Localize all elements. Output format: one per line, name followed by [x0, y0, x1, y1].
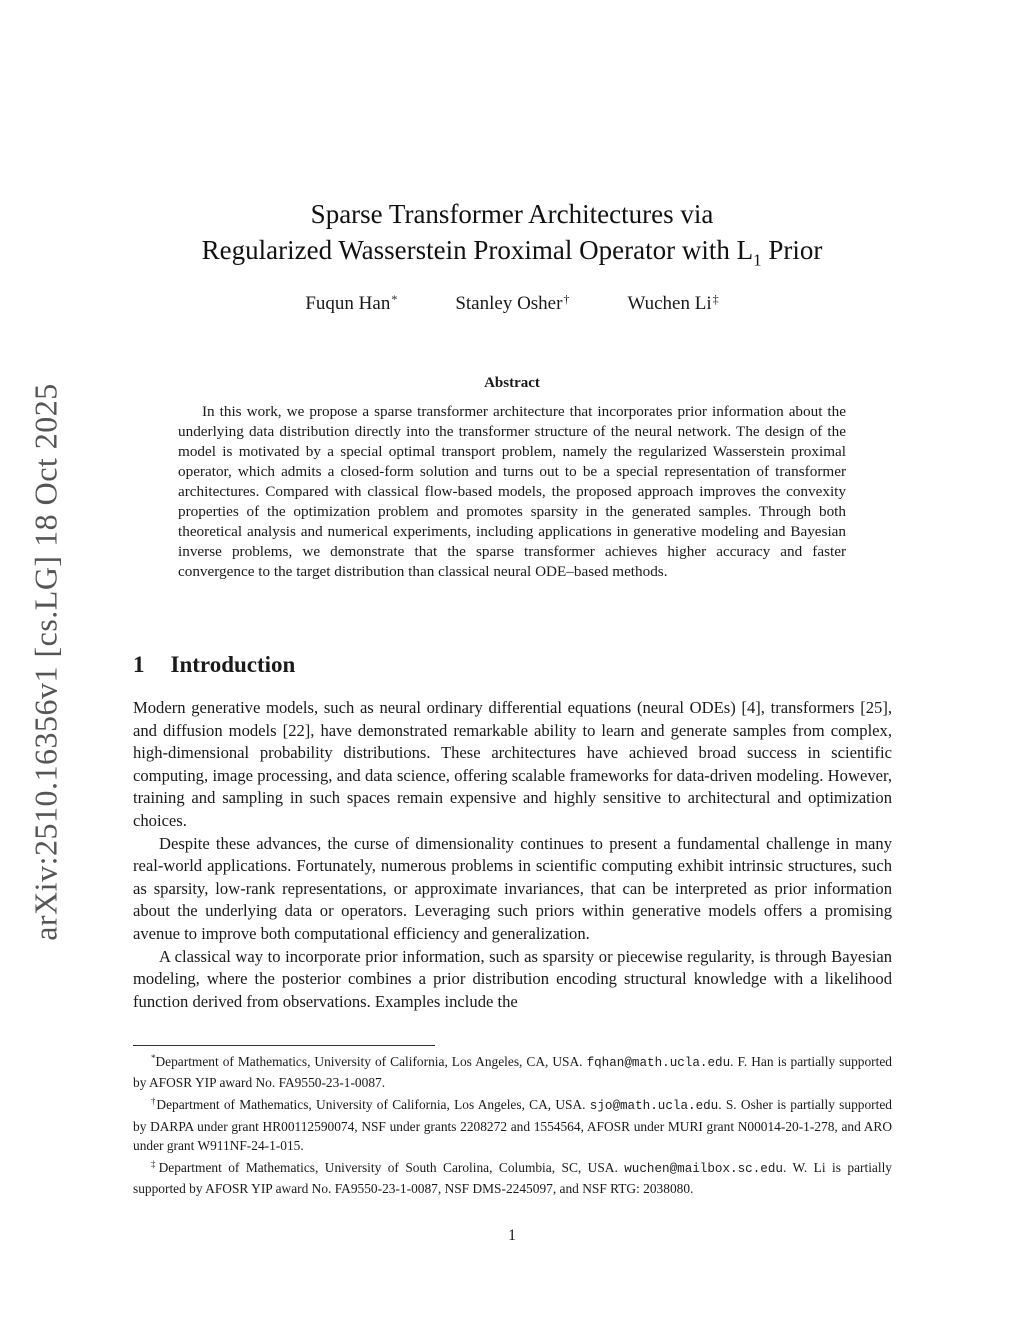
author-mark: ‡	[712, 292, 719, 306]
body-paragraph: Modern generative models, such as neural ordinary differential equations (neural ODEs) [4], transformers [25], and diffusion models [22], have demonstrated remarkable ability to learn and generate samples from complex, high-dimensional probability distributions. These architectures have achieved broad success in scientific computing, image processing, and data science, offering scalable frameworks for data-driven modeling. However, training and sampling in such spaces remain expensive and highly sensitive to architectural and optimization choices.	[133, 698, 892, 830]
footnotes	[133, 1049, 892, 1198]
author-name: Wuchen Li	[627, 293, 712, 314]
footnote-text: . W. Li is partially supported by AFOSR YIP award No. FA9550-23-1-0087, NSF DMS-2245097, and NSF RTG: 2038080.	[133, 1160, 893, 1197]
author	[305, 292, 397, 315]
author-mark: *	[391, 292, 398, 306]
title-line-2	[120, 232, 904, 278]
footnote	[133, 1155, 892, 1198]
footnote	[133, 1049, 892, 1092]
section-heading	[133, 652, 295, 678]
body-paragraph: Despite these advances, the curse of dimensionality continues to present a fundamental challenge in many real-world applications. Fortunately, numerous problems in scientific computing exhibit intrinsic structures, such as sparsity, low-rank representations, or approximate invariances, that can be interpreted as prior information about the underlying data or operators. Leveraging such priors within generative models offers a promising avenue to improve both computational efficiency and generalization.	[133, 833, 892, 943]
footnote-rule	[133, 1045, 435, 1046]
footnote-mark: *	[151, 1053, 156, 1063]
paper-title	[120, 196, 904, 278]
section-body	[133, 697, 892, 1013]
author-list	[200, 292, 824, 315]
author-name: Fuqun Han	[305, 293, 391, 314]
title-subscript: 1	[753, 250, 762, 270]
abstract-text: In this work, we propose a sparse transformer architecture that incorporates prior information about the underlying data distribution directly into the transformer structure of the neural network. The design of the model is motivated by a special optimal transport problem, namely the regularized Wasserstein proximal operator, which admits a closed-form solution and turns out to be a special representation of transformer architectures. Compared with classical flow-based models, the proposed approach improves the convexity properties of the optimization problem and promotes sparsity in the generated samples. Through both theoretical analysis and numerical experiments, including applications in generative modeling and Bayesian inverse problems, we demonstrate that the sparse transformer achieves higher accuracy and faster convergence to the target distribution than classical neural ODE–based methods.	[178, 403, 846, 580]
author	[455, 292, 569, 315]
footnote-mark: †	[151, 1096, 157, 1107]
author-name: Stanley Osher	[455, 293, 563, 314]
footnote-text: . F. Han is partially supported by AFOSR YIP award No. FA9550-23-1-0087.	[133, 1054, 892, 1091]
author-mark: †	[563, 292, 570, 306]
body-paragraph: A classical way to incorporate prior information, such as sparsity or piecewise regularity, is through Bayesian modeling, where the posterior combines a prior distribution encoding structural knowledge with a likelihood function derived from observations. Examples include the	[133, 946, 892, 1011]
footnote-text: Department of Mathematics, University of California, Los Angeles, CA, USA.	[156, 1097, 590, 1113]
footnote	[133, 1092, 892, 1155]
footnote-email: sjo@math.ucla.edu	[589, 1099, 719, 1114]
title-line-2-text: Regularized Wasserstein Proximal Operator with L	[201, 235, 754, 265]
footnote-email: wuchen@mailbox.sc.edu	[624, 1162, 783, 1177]
footnote-email: fqhan@math.ucla.edu	[586, 1056, 731, 1070]
footnote-text: Department of Mathematics, University of South Carolina, Columbia, SC, USA.	[158, 1160, 625, 1176]
arxiv-identifier: arXiv:2510.16356v1 [cs.LG] 18 Oct 2025	[27, 383, 64, 941]
section-title: Introduction	[170, 652, 296, 677]
title-line-1: Sparse Transformer Architectures via	[310, 199, 714, 229]
footnote-mark: ‡	[151, 1159, 159, 1170]
footnote-text: Department of Mathematics, University of California, Los Angeles, CA, USA.	[155, 1054, 587, 1069]
footnote-text: . S. Osher is partially supported by DARPA under grant HR00112590074, NSF under grants 2208272 and 1554564, AFOSR under MURI grant N00014-20-1-278, and ARO under grant W911NF-24-1-015.	[133, 1097, 892, 1153]
section-number: 1	[133, 652, 145, 677]
abstract-heading: Abstract	[484, 375, 540, 391]
title-line-2-end: Prior	[761, 235, 823, 265]
author	[627, 292, 718, 315]
page-number: 1	[508, 1227, 516, 1244]
